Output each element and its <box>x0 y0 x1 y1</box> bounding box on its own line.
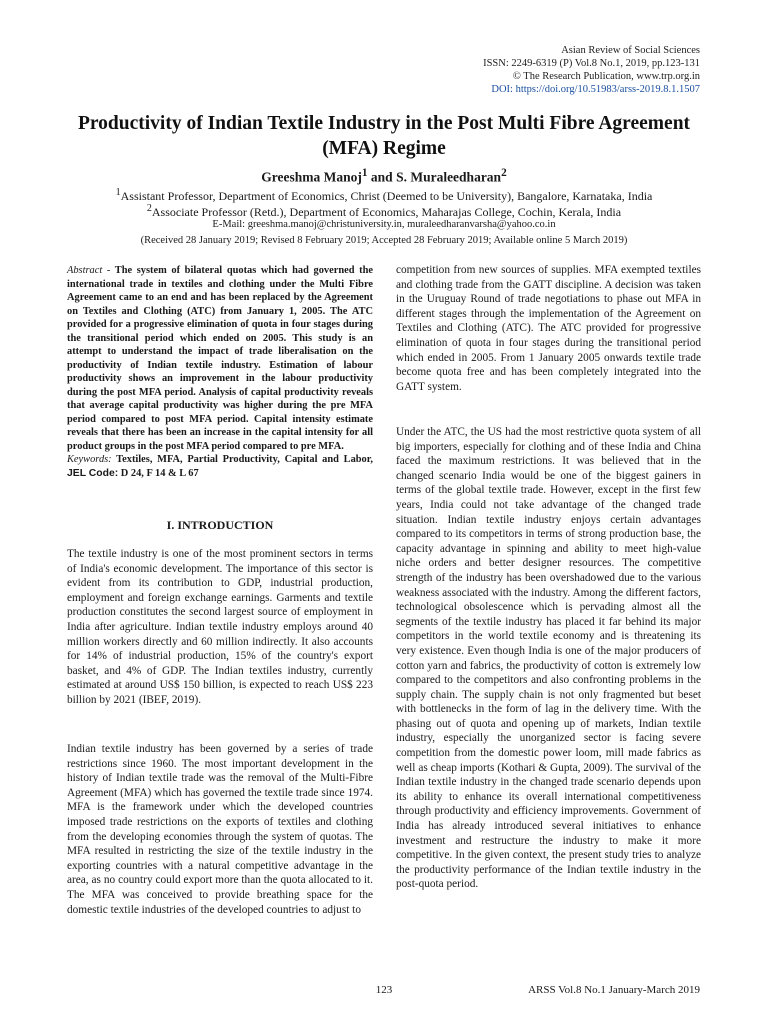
affiliation-1: $^1$Assistant Professor, Department of Economics, Christ (Deemed to be University), Bangalore, Karnataka, India <box>115 187 653 203</box>
doi-link[interactable]: DOI: https://doi.org/10.51983/arss-2019.8.1.1507 <box>491 84 700 95</box>
affiliation-2: $^2$Associate Professor (Retd.), Department of Economics, Maharajas College, Cochin, Kerala, India <box>146 203 622 219</box>
journal-header <box>483 44 700 96</box>
paper-title: Productivity of Indian Textile Industry in the Post Multi Fibre Agreement (MFA) Regime <box>77 113 691 159</box>
publication-dates: (Received 28 January 2019; Revised 8 February 2019; Accepted 28 February 2019; Available online 5 March 2019) <box>140 235 628 246</box>
author-joiner: and <box>367 169 397 185</box>
author-2: S. Muraleedharan <box>396 169 502 185</box>
section-heading: I. INTRODUCTION <box>166 518 274 532</box>
abstract-label: Abstract - <box>67 265 111 276</box>
author-1-sup: 1 <box>361 167 368 179</box>
body-paragraph: The textile industry is one of the most prominent sectors in terms of India's economic development. The importance of this sector is evident from its contribution to GDP, industrial production, employment and foreign exchange earnings. Garments and textile production constitutes the second largest source of employment in India after agriculture. Indian textile industry employs around 40 million workers directly and 60 million indirectly. It also accounts for 14% of industrial production, 15% of the country's export basket, and 4% of GDP. The Indian textiles industry, currently estimated at around US$ 150 billion, is expected to reach US$ 223 billion by 2021 (IBEF, 2019). <box>67 548 373 706</box>
author-1: Greeshma Manoj <box>261 169 362 185</box>
jel-label: JEL Code: <box>67 467 119 479</box>
author-2-sup: 2 <box>501 167 507 179</box>
body-paragraph: competition from new sources of supplies. MFA exempted textiles and clothing trade from the GATT discipline. A decision was taken in the Uruguay Round of trade negotiations to phase out MFA in different stages through the implementation of the Agreement on Textiles and Clothing (ATC). The ATC provided for progressive elimination of quota in four stages during the transitional period which ended in 2005. From 1 January 2005 onwards textile trade become quota free and has been completely integrated into the GATT system. <box>396 264 701 393</box>
abstract-text: The system of bilateral quotas which had governed the international trade in textiles and clothing under the Multi Fibre Agreement came to an end and has been replaced by the Agreement on Textiles and Clothing (ATC) from January 1, 2005. The ATC provided for a progressive elimination of quota in four stages during the transitional period which ended on 2005. This study is an attempt to understand the impact of trade liberalisation on the productivity of Indian textile industry. Estimation of labour productivity shows an improvement in the labour productivity during the post MFA period. Analysis of capital productivity reveals that average capital productivity was higher during the pre MFA period compared to post MFA period. Capital intensity estimate reveals that there has been an increase in the capital intensity for all product groups in the post MFA period compared to pre MFA. <box>67 265 373 452</box>
journal-issn: ISSN: 2249-6319 (P) Vol.8 No.1, 2019, pp.123-131 <box>483 58 700 69</box>
body-paragraph: Under the ATC, the US had the most restrictive quota system of all big importers, especially for clothing and of these India and China faced the maximum restrictions. It was believed that in the changed scenario India would be one of the biggest gainers in terms of the global textile trade. However, except in the first few years, India could not take advantage of the changed trade situation. Indian textile industry enjoys certain advantages compared to its competitors in terms of strong production base, the capacity advantage in spinning and ability to meet high-value niche orders and better designer resources. The competitive strength of the industry has been overshadowed due to the various weakness associated with the industry. Among the different factors, technological obsolescence which is pervading almost all the segments of the textile industry has placed it far behind its major competitors in the world textile economy and is threatening its very existence. Even though India is one of the major producers of cotton yarn and fabrics, the productivity of cotton is extremely low compared to the competitors and also confronting problems in the supply chain. The supply chain is not only fragmented but beset with bottlenecks in the form of lag in the delivery time. With the phasing out of quota and opening up of markets, Indian textile industry, especially the unorganized sector is facing severe competition from the domestic power loom, mill made fabrics as well as cheap imports (Kothari & Gupta, 2009). The survival of the Indian textile industry in the changed trade scenario depends upon its ability to enhance its overall international competitiveness through productivity and efficiency improvements. Government of India has already introduced several initiatives to enhance investment and restructure the industry to make it more competitive. In the given context, the present study tries to analyze the productivity performance of the Indian textile industry in the post-quota period. <box>396 426 701 891</box>
footer-journal-issue: ARSS Vol.8 No.1 January-March 2019 <box>528 984 700 996</box>
page-number: 123 <box>375 984 393 996</box>
abstract <box>67 264 373 480</box>
keywords <box>67 453 373 480</box>
author-line <box>60 167 708 186</box>
journal-name: Asian Review of Social Sciences <box>561 45 700 56</box>
jel-codes: D 24, F 14 & L 67 <box>118 467 199 479</box>
email-line: E-Mail: greeshma.manoj@christuniversity.in, muraleedharanvarsha@yahoo.co.in <box>212 219 556 230</box>
keywords-label: Keywords: <box>67 454 112 465</box>
journal-publisher: © The Research Publication, www.trp.org.in <box>512 71 700 82</box>
keywords-text: Textiles, MFA, Partial Productivity, Capital and Labor, <box>111 454 373 465</box>
body-paragraph: Indian textile industry has been governed by a series of trade restrictions since 1960. The most important development in the history of Indian textile trade was the removal of the Multi-Fibre Agreement (MFA) which has governed the textile trade since 1974. MFA is the framework under which the developed countries imposed trade restrictions on the exports of textiles and clothing from the developing economies through the system of quotas. The MFA resulted in restricting the size of the textile industry in the exporting countries with a natural competitive advantage in the area, as no country could export more than the quota allocated to it. The MFA was conceived to provide breathing space for the domestic textile industries of the developed countries to adjust to <box>67 743 373 916</box>
